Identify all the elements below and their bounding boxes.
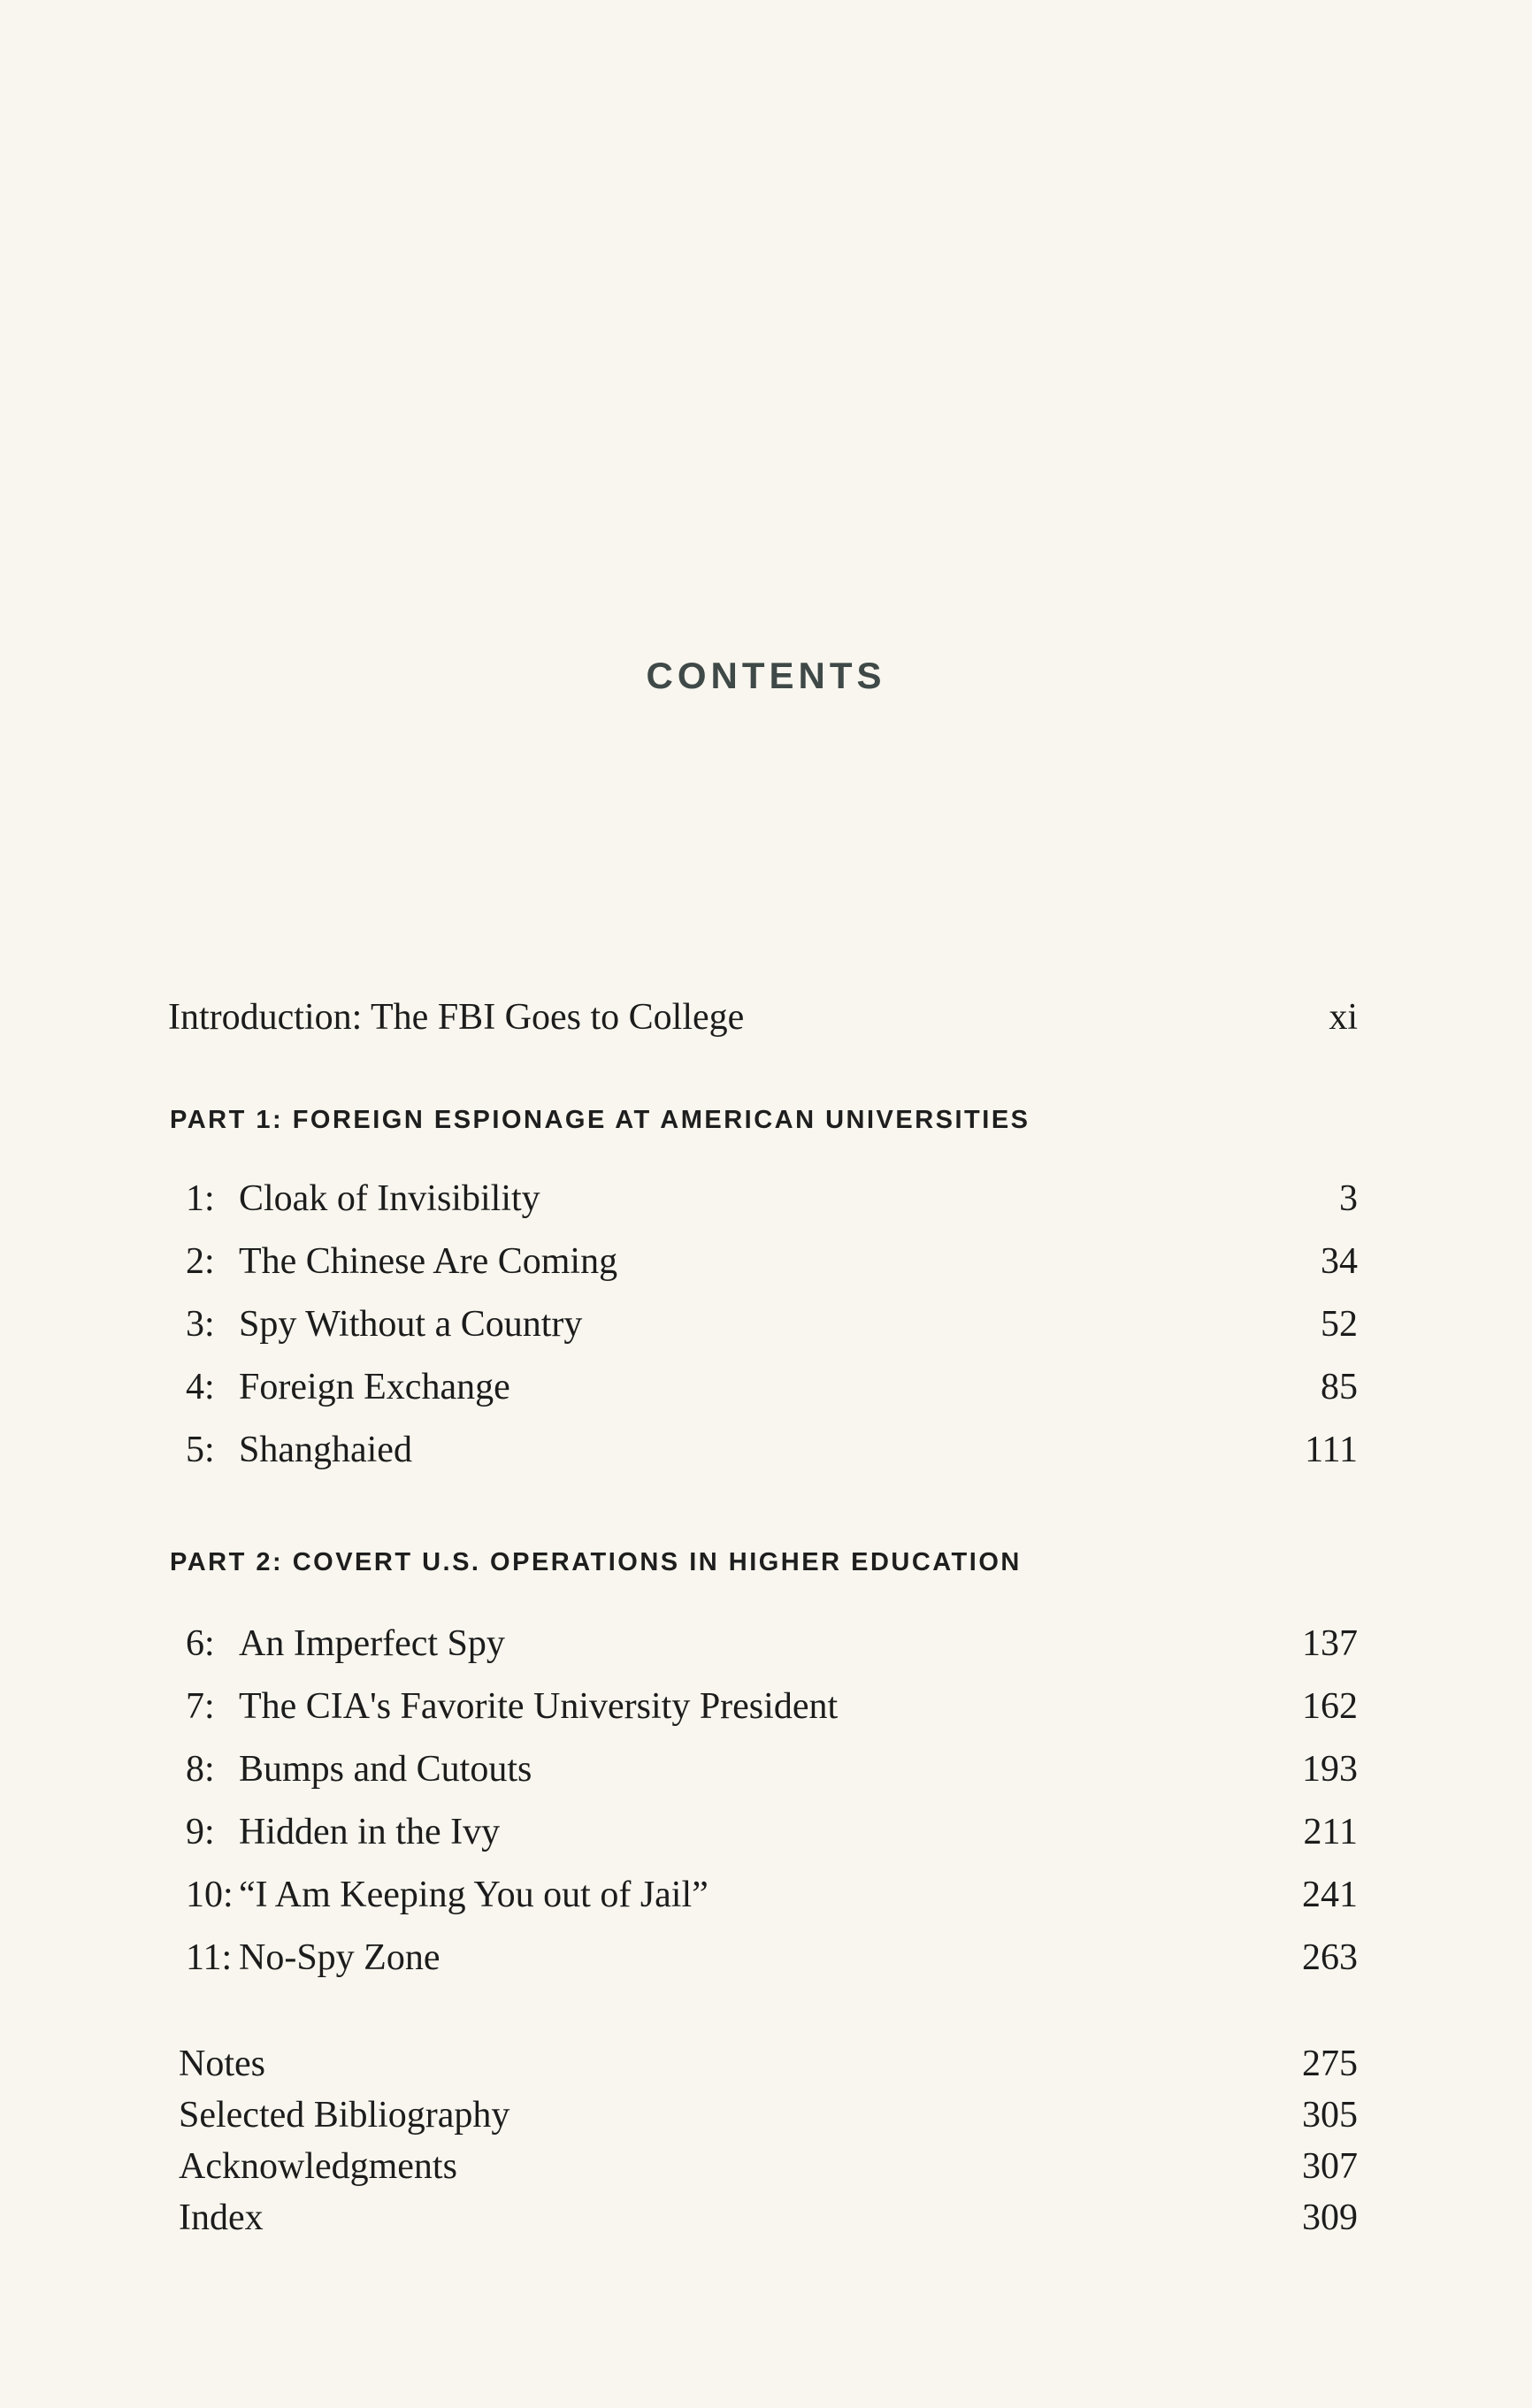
backmatter-page: 275 [1302,2044,1358,2084]
chapter-number: 9: [186,1812,215,1852]
chapter-title: Hidden in the Ivy [239,1812,501,1852]
chapter-number: 7: [186,1686,215,1727]
chapter-number: 10: [186,1875,234,1915]
toc-chapter [168,1298,1358,1351]
chapter-number: 4: [186,1367,215,1407]
toc-chapter [168,1868,1358,1921]
chapter-title: Bumps and Cutouts [239,1749,532,1790]
chapter-page: 85 [1321,1367,1358,1407]
toc-entry-page: xi [1329,997,1358,1038]
chapter-title: The CIA's Favorite University President [239,1686,839,1727]
chapter-page: 137 [1302,1623,1358,1664]
chapter-page: 52 [1321,1304,1358,1345]
toc-entry-label: Introduction: The FBI Goes to College [168,997,745,1038]
chapter-page: 3 [1339,1178,1358,1219]
backmatter-label: Selected Bibliography [179,2095,510,2136]
chapter-page: 111 [1305,1430,1358,1470]
chapter-number: 3: [186,1304,215,1345]
backmatter-label: Index [179,2197,264,2238]
chapter-title: Cloak of Invisibility [239,1178,540,1219]
toc-chapter [168,1361,1358,1414]
toc-chapter [168,1235,1358,1288]
toc-chapter [168,1617,1358,1670]
toc-backmatter-entry [168,2089,1358,2142]
part-heading: PART 2: COVERT U.S. OPERATIONS IN HIGHER EDUCATION [170,1548,1022,1576]
chapter-title: An Imperfect Spy [239,1623,505,1664]
backmatter-page: 305 [1302,2095,1358,2136]
chapter-page: 241 [1302,1875,1358,1915]
toc-entry-introduction [168,991,1358,1044]
part-heading: PART 1: FOREIGN ESPIONAGE AT AMERICAN UNIVERSITIES [170,1106,1030,1134]
toc-chapter [168,1743,1358,1796]
backmatter-page: 309 [1302,2197,1358,2238]
backmatter-page: 307 [1302,2146,1358,2187]
chapter-number: 8: [186,1749,215,1790]
chapter-title: Spy Without a Country [239,1304,583,1345]
chapter-page: 193 [1302,1749,1358,1790]
chapter-page: 263 [1302,1937,1358,1978]
chapter-title: The Chinese Are Coming [239,1241,618,1282]
chapter-page: 211 [1303,1812,1358,1852]
toc-chapter [168,1423,1358,1476]
backmatter-label: Acknowledgments [179,2146,457,2187]
toc-chapter [168,1931,1358,1984]
backmatter-label: Notes [179,2044,265,2084]
chapter-page: 162 [1302,1686,1358,1727]
chapter-title: “I Am Keeping You out of Jail” [239,1875,709,1915]
toc-backmatter-entry [168,2037,1358,2090]
chapter-number: 2: [186,1241,215,1282]
toc-backmatter-entry [168,2140,1358,2193]
chapter-number: 6: [186,1623,215,1664]
chapter-title: No-Spy Zone [239,1937,440,1978]
chapter-title: Foreign Exchange [239,1367,510,1407]
chapter-number: 1: [186,1178,215,1219]
toc-backmatter-entry [168,2191,1358,2244]
page-title: CONTENTS [646,655,886,696]
toc-chapter [168,1172,1358,1225]
chapter-number: 5: [186,1430,215,1470]
chapter-title: Shanghaied [239,1430,412,1470]
toc-chapter [168,1806,1358,1859]
chapter-page: 34 [1321,1241,1358,1282]
toc-chapter [168,1680,1358,1733]
chapter-number: 11: [186,1937,233,1978]
